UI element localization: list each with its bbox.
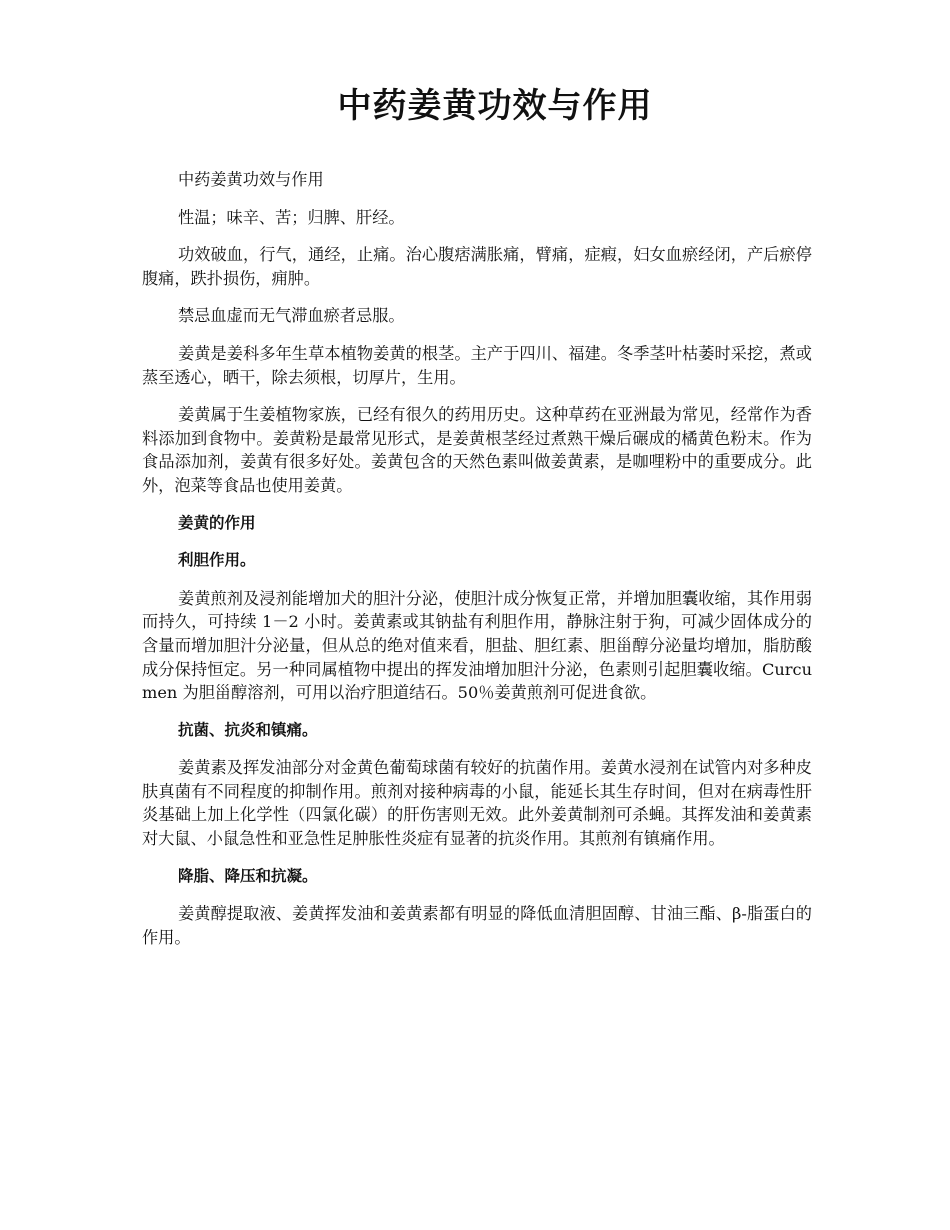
paragraph-choleretic: 姜黄煎剂及浸剂能增加犬的胆汁分泌，使胆汁成分恢复正常，并增加胆囊收缩，其作用弱而持久，可持续 1－2 小时。姜黄素或其钠盐有利胆作用，静脉注射于狗，可减少固体成分的含量而增加胆汁分泌量，但从总的绝对值来看，胆盐、胆红素、胆甾醇分泌量均增加，脂肪酸成分保持恒定。另一种同属植物中提出的挥发油增加胆汁分泌，色素则引起胆囊收缩。Curcumen 为胆甾醇溶剂，可用以治疗胆道结石。50％姜黄煎剂可促进食欲。 (142, 588, 812, 703)
paragraph-contraindication: 禁忌血虚而无气滞血瘀者忌服。 (178, 306, 405, 326)
paragraph-background: 姜黄属于生姜植物家族，已经有很久的药用历史。这种草药在亚洲最为常见，经常作为香料添加到食物中。姜黄粉是最常见形式，是姜黄根茎经过煮熟干燥后碾成的橘黄色粉末。作为食品添加剂，姜黄有很多好处。姜黄包含的天然色素叫做姜黄素，是咖哩粉中的重要成分。此外，泡菜等食品也使用姜黄。 (142, 405, 812, 495)
document-title: 中药姜黄功效与作用 (337, 86, 653, 126)
section-heading-antibacterial: 抗菌、抗炎和镇痛。 (178, 720, 318, 739)
section-heading-choleretic: 利胆作用。 (178, 551, 256, 570)
section-heading-effects: 姜黄的作用 (178, 513, 256, 532)
paragraph-origin: 姜黄是姜科多年生草本植物姜黄的根茎。主产于四川、福建。冬季茎叶枯萎时采挖，煮或蒸至透心，晒干，除去须根，切厚片，生用。 (142, 343, 812, 387)
section-heading-lipid: 降脂、降压和抗凝。 (178, 866, 318, 885)
paragraph-antibacterial: 姜黄素及挥发油部分对金黄色葡萄球菌有较好的抗菌作用。姜黄水浸剂在试管内对多种皮肤真菌有不同程度的抑制作用。煎剂对接种病毒的小鼠，能延长其生存时间，但对在病毒性肝炎基础上加上化学性（四氯化碳）的肝伤害则无效。此外姜黄制剂可杀蝇。其挥发油和姜黄素对大鼠、小鼠急性和亚急性足肿胀性炎症有显著的抗炎作用。其煎剂有镇痛作用。 (142, 758, 812, 849)
document-body (142, 168, 812, 963)
paragraph-efficacy: 功效破血，行气，通经，止痛。治心腹痞满胀痛，臂痛，症瘕，妇女血瘀经闭，产后瘀停腹痛，跌扑损伤，痈肿。 (142, 245, 812, 288)
paragraph-nature: 性温；味辛、苦；归脾、肝经。 (178, 207, 405, 227)
paragraph-subtitle: 中药姜黄功效与作用 (178, 170, 324, 189)
paragraph-lipid: 姜黄醇提取液、姜黄挥发油和姜黄素都有明显的降低血清胆固醇、甘油三酯、β-脂蛋白的作用。 (142, 904, 812, 947)
